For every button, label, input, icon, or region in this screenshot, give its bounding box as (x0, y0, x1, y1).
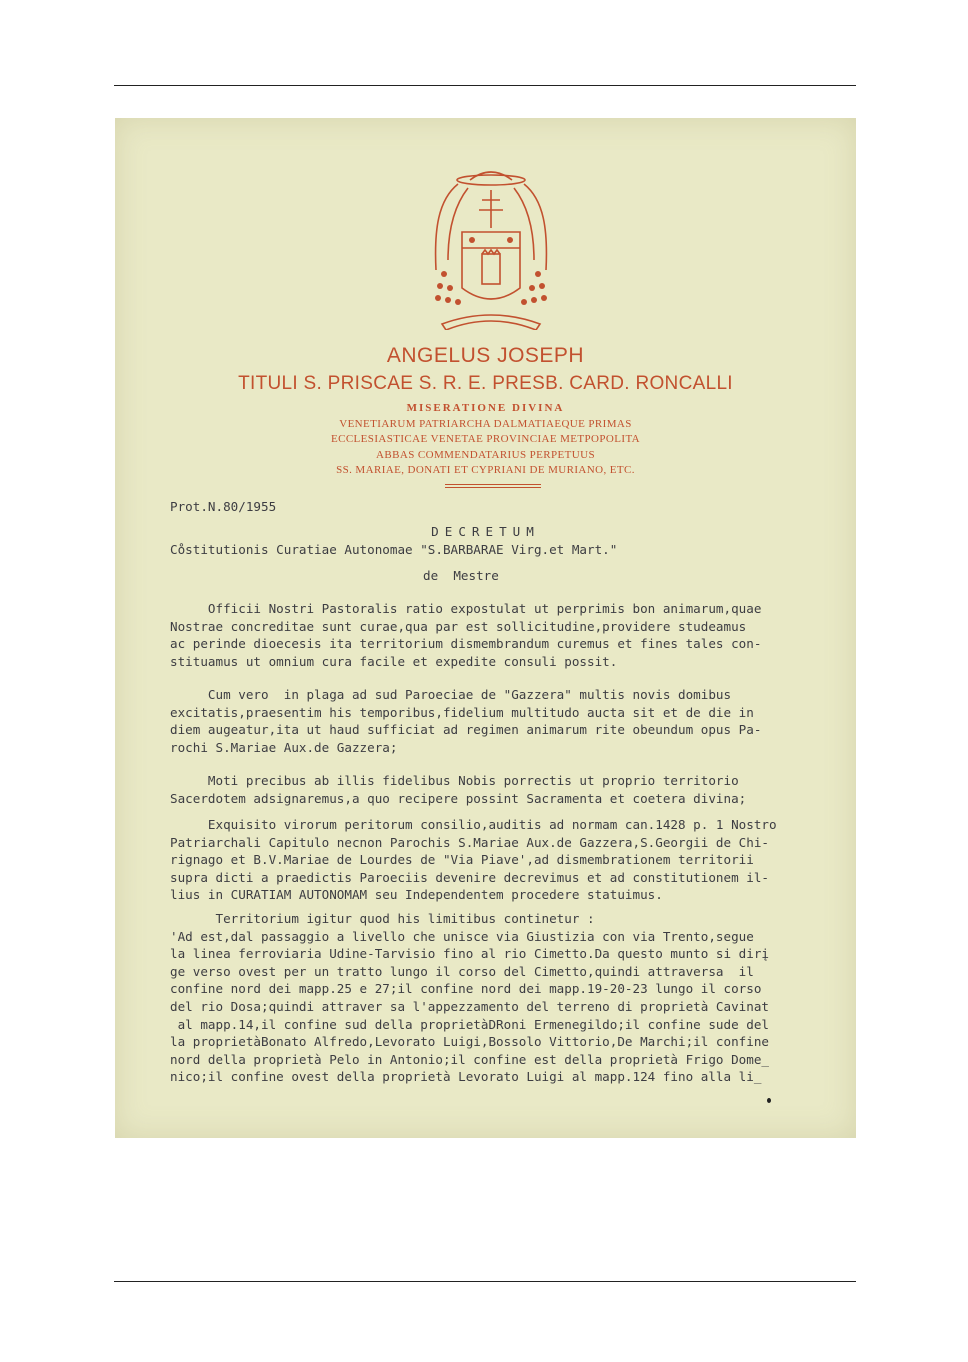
paragraph: Cum vero in plaga ad sud Paroeciae de "Gazzera" multis novis domibus excitatis,praesentim his temporibus,fidelium multitudo aucta sit et de die in diem augeatur,ita ut haud sufficiat ad regimen animarum rite obeundum opus Pa- rochi S.Mariae Aux.de Gazzera; (170, 687, 762, 755)
paragraph: Moti precibus ab illis fidelibus Nobis porrectis ut proprio territorio Sacerdotem adsignaremus,a quo recipere possint Sacramenta et coetera divina; (170, 773, 747, 806)
letterhead-line: SS. MARIAE, DONATI ET CYPRIANI DE MURIANO, ETC. (336, 464, 635, 476)
cardinal-coat-of-arms-icon (428, 170, 554, 330)
document-place: de Mestre (423, 568, 499, 583)
ink-mark (767, 1098, 771, 1103)
letterhead-divider (445, 484, 541, 485)
letterhead-line: MISERATIONE DIVINA (406, 402, 565, 414)
letterhead-line: ABBAS COMMENDATARIUS PERPETUUS (376, 449, 595, 461)
letterhead-title: TITULI S. PRISCAE S. R. E. PRESB. CARD. RONCALLI (238, 373, 733, 394)
letterhead-name: ANGELUS JOSEPH (386, 344, 585, 367)
letterhead-divider (445, 487, 541, 488)
header-rule (114, 85, 856, 86)
footer-rule (114, 1281, 856, 1282)
paragraph: Exquisito virorum peritorum consilio,auditis ad normam can.1428 p. 1 Nostro Patriarchali Capitulo necnon Parochis S.Mariae Aux.de Gazzera,S.Georgii de Chi- rignago et B.V.Mariae de Lourdes de "Via Piave',ad dismembrationem territorii supra dicti a praedictis Paroeciis devenire decrevimus et ad constitutionem il- lius in CURATIAM AUTONOMAM seu Independentem procedere statuimus. (170, 817, 777, 903)
document-subject: Co̊stitutionis Curatiae Autonomae "S.BARBARAE Virg.et Mart." (170, 542, 618, 557)
protocol-number: Prot.N.80/1955 (170, 499, 277, 514)
letterhead-line: VENETIARUM PATRIARCHA DALMATIAEQUE PRIMAS (339, 418, 632, 430)
letterhead-line: ECCLESIASTICAE VENETAE PROVINCIAE METPOPOLITA (330, 433, 641, 445)
scanned-letter (115, 118, 856, 1138)
paragraph: Territorium igitur quod his limitibus continetur : 'Ad est,dal passaggio a livello che unisce via Giustizia con via Trento,segue la linea ferroviaria Udine-Tarvisio fino al rio Cimetto.Da questo munto si dirį ge verso ovest per un tratto lungo il corso del Cimetto,quindi attraversa il confine nord dei mapp.25 e 27;il confine nord dei mapp.19-20-23 lungo il corso del rio Dosa;quindi attraver sa l'appezzamento del terreno di proprietà Cavinat al mapp.14,il confine sud della proprietàDRoni Ermenegildo;il confine sude del la proprietàBonato Alfredo,Levorato Luigi,Bossolo Vittorio,De Marchi;il confine nord della proprietà Pelo in Antonio;il confine est della proprietà Frigo Dome_ nico;il confine ovest della proprietà Levorato Luigi al mapp.124 fino alla li_ (170, 911, 769, 1085)
document-heading: DECRETUM (431, 524, 540, 539)
paragraph: Officii Nostri Pastoralis ratio expostulat ut perprimis bon animarum,quae Nostrae concreditae sunt curae,qua par est sollicitudine,providere studeamus ac perinde dioecesis ita territorium dismembrandum curemus et fines tales con- stituamus ut omnium cura facile et expedite consuli possit. (170, 601, 762, 669)
